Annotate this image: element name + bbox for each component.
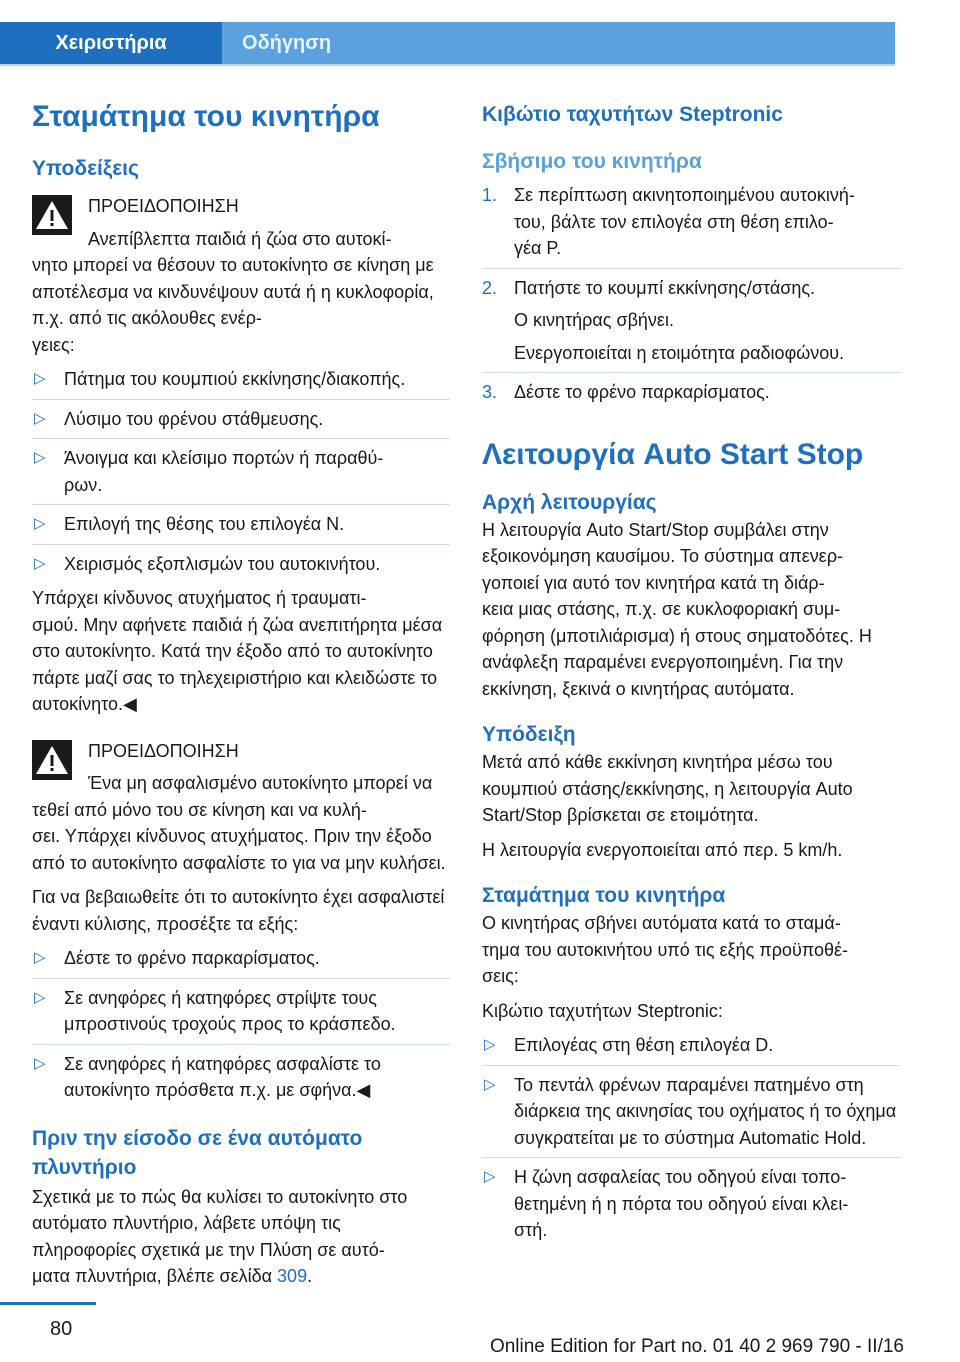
list-item: ▷ Σε ανηφόρες ή κατηφόρες ασφαλίστε το αυτοκίνητο πρόσθετα π.χ. με σφήνα.◀ xyxy=(32,1051,450,1104)
list-item: ▷ Το πεντάλ φρένων παραμένει πατημένο στη διάρκεια της ακινησίας του οχήματος ή το όχημα συγκρατείται με το σύστημα Automatic Hold. xyxy=(482,1072,900,1152)
list-item: ▷ Επιλογή της θέσης του επιλογέα N. xyxy=(32,511,450,538)
list-item: ▷ Λύσιμο του φρένου στάθμευσης. xyxy=(32,406,450,433)
warning-label: ΠΡΟΕΙΔΟΠΟΙΗΣΗ xyxy=(88,196,239,216)
warning-text: Ανεπίβλεπτα παιδιά ή ζώα στο αυτοκί‐ νητο μπορεί να θέσουν το αυτοκίνητο σε κίνηση με αποτέλεσμα να κινδυνέψουν αυτά ή η κυκλοφορία, π.χ. από τις ακόλουθες ενέρ‐ γειες: xyxy=(32,228,434,355)
header-tabs xyxy=(0,22,895,64)
page-link-309[interactable]: 309 xyxy=(277,1266,308,1286)
warning-intro: Για να βεβαιωθείτε ότι το αυτοκίνητο έχει ασφαλιστεί έναντι κύλισης, προσέξτε τα εξής: xyxy=(32,887,445,934)
list-item: ▷ Χειρισμός εξοπλισμών του αυτοκινήτου. xyxy=(32,551,450,578)
warning-block-1 xyxy=(32,193,450,220)
stop-conditions xyxy=(482,1032,900,1244)
triangle-right-icon: ▷ xyxy=(34,370,46,387)
notes-heading: Υποδείξεις xyxy=(32,157,139,180)
stop-heading: Σταμάτημα του κινητήρα xyxy=(482,884,726,907)
step-item: 1. Σε περίπτωση ακινητοποιημένου αυτοκινή‐ του, βάλτε τον επιλογέα στη θέση επιλο‐ γέα P. xyxy=(482,185,855,258)
triangle-right-icon: ▷ xyxy=(34,449,46,466)
carwash-heading: Πριν την είσοδο σε ένα αυτόματο πλυντήριο xyxy=(32,1126,363,1179)
warning-list-2 xyxy=(32,945,450,1104)
right-column xyxy=(482,100,900,1244)
footer-rule xyxy=(0,1302,96,1305)
warning-list-1 xyxy=(32,366,450,577)
list-item: ▷ Η ζώνη ασφαλείας του οδηγού είναι τοπο‐ θετημένη ή η πόρτα του οδηγού είναι κλει‐ στή. xyxy=(482,1164,900,1244)
warning-icon xyxy=(32,195,72,235)
page-number: 80 xyxy=(50,1318,73,1340)
list-item: ▷ Σε ανηφόρες ή κατηφόρες στρίψτε τους μπροστινούς τροχούς προς το κράσπεδο. xyxy=(32,985,450,1038)
gearbox-heading: Κιβώτιο ταχυτήτων Steptronic xyxy=(482,103,783,126)
triangle-right-icon: ▷ xyxy=(34,988,46,1006)
warning-label: ΠΡΟΕΙΔΟΠΟΙΗΣΗ xyxy=(88,740,239,761)
principle-heading: Αρχή λειτουργίας xyxy=(482,490,657,514)
list-item: ▷ Επιλογέας στη θέση επιλογέα D. xyxy=(482,1032,900,1059)
section-title-engine-stop: Σταμάτημα του κινητήρα xyxy=(32,100,380,133)
triangle-right-icon: ▷ xyxy=(484,1168,496,1185)
stop-gearbox: Κιβώτιο ταχυτήτων Steptronic: xyxy=(482,1000,723,1021)
hint-text: Μετά από κάθε εκκίνηση κινητήρα μέσω του κουμπιού στάσης/εκκίνησης, η λειτουργία Auto Start/Stop βρίσκεται σε ετοιμότητα. xyxy=(482,752,853,825)
triangle-right-icon: ▷ xyxy=(484,1036,496,1053)
hint-heading: Υπόδειξη xyxy=(482,723,576,746)
warning-after-text: Υπάρχει κίνδυνος ατυχήματος ή τραυματι‐ σμού. Μην αφήνετε παιδιά ή ζώα ανεπιτήρητα μέσα στο αυτοκίνητο. Κατά την έξοδο από το αυτοκίνητο πάρτε μαζί σας το τηλεχειριστήριο και κλειδώστε το αυτοκίνητο.◀ xyxy=(32,588,443,714)
triangle-right-icon: ▷ xyxy=(484,1075,496,1093)
triangle-right-icon: ▷ xyxy=(34,554,46,572)
left-column xyxy=(32,98,450,1290)
list-item: ▷ Δέστε το φρένο παρκαρίσματος. xyxy=(32,945,450,972)
list-item: ▷ Πάτημα του κουμπιού εκκίνησης/διακοπής. xyxy=(32,366,450,393)
warning-text: Ένα μη ασφαλισμένο αυτοκίνητο μπορεί να τεθεί από μόνο του σε κίνηση και να κυλή‐ σει. Υπάρχει κίνδυνος ατυχήματος. Πριν την έξοδο από το αυτοκίνητο ασφαλίστε το για να μην κυλήσει. xyxy=(32,773,446,873)
warning-block-2 xyxy=(32,738,450,765)
warning-icon xyxy=(32,740,72,780)
step-result: Ενεργοποιείται η ετοιμότητα ραδιοφώνου. xyxy=(514,342,845,363)
engine-off-heading: Σβήσιμο του κινητήρα xyxy=(482,150,702,173)
autostart-title: Λειτουργία Auto Start Stop xyxy=(482,437,864,471)
stop-text: Ο κινητήρας σβήνει αυτόματα κατά το σταμά‐ τημα του αυτοκινήτου υπό τις εξής προϋποθέ‐ σεις: xyxy=(482,913,848,986)
principle-text: Η λειτουργία Auto Start/Stop συμβάλει στην εξοικονόμηση καυσίμου. Το σύστημα απενερ‐ γοποιεί για αυτό τον κινητήρα κατά τη διάρ‐ κεια μιας στάσης, π.χ. σε κυκλοφοριακή συμ‐ φόρηση (μποτιλιάρισμα) ή στους σηματοδότες. Η ανάφλεξη παραμένει ενεργοποιημένη. Για την εκκίνηση, ξεκινά ο κινητήρας αυτόματα. xyxy=(482,519,872,699)
edition-text: Online Edition for Part no. 01 40 2 969 790 - II/16 xyxy=(489,1336,904,1357)
tab-controls[interactable]: Χειριστήρια xyxy=(0,22,222,64)
step-item: 2. Πατήστε το κουμπί εκκίνησης/στάσης. Ο κινητήρας σβήνει. Ενεργοποιείται η ετοιμότητα ραδιοφώνου. xyxy=(482,275,900,367)
header-divider xyxy=(0,64,895,66)
triangle-right-icon: ▷ xyxy=(34,949,46,966)
carwash-text: Σχετικά με το πώς θα κυλίσει το αυτοκίνητο στο αυτόματο πλυντήριο, λάβετε υπόψη τις πληροφορίες σχετικά με την Πλύση σε αυτό‐ ματα πλυντήρια, βλέπε σελίδα 309. xyxy=(32,1186,408,1286)
step-result: Ο κινητήρας σβήνει. xyxy=(514,310,674,330)
tab-driving[interactable]: Οδήγηση xyxy=(222,22,895,64)
triangle-right-icon: ▷ xyxy=(34,409,46,427)
step-item: 3. Δέστε το φρένο παρκαρίσματος. xyxy=(482,382,770,402)
engine-off-steps xyxy=(482,182,900,406)
triangle-right-icon: ▷ xyxy=(34,515,46,532)
hint-text: Η λειτουργία ενεργοποιείται από περ. 5 km/h. xyxy=(482,839,843,860)
triangle-right-icon: ▷ xyxy=(34,1054,46,1072)
list-item: ▷ Άνοιγμα και κλείσιμο πορτών ή παραθύ‐ ρων. xyxy=(32,445,450,498)
